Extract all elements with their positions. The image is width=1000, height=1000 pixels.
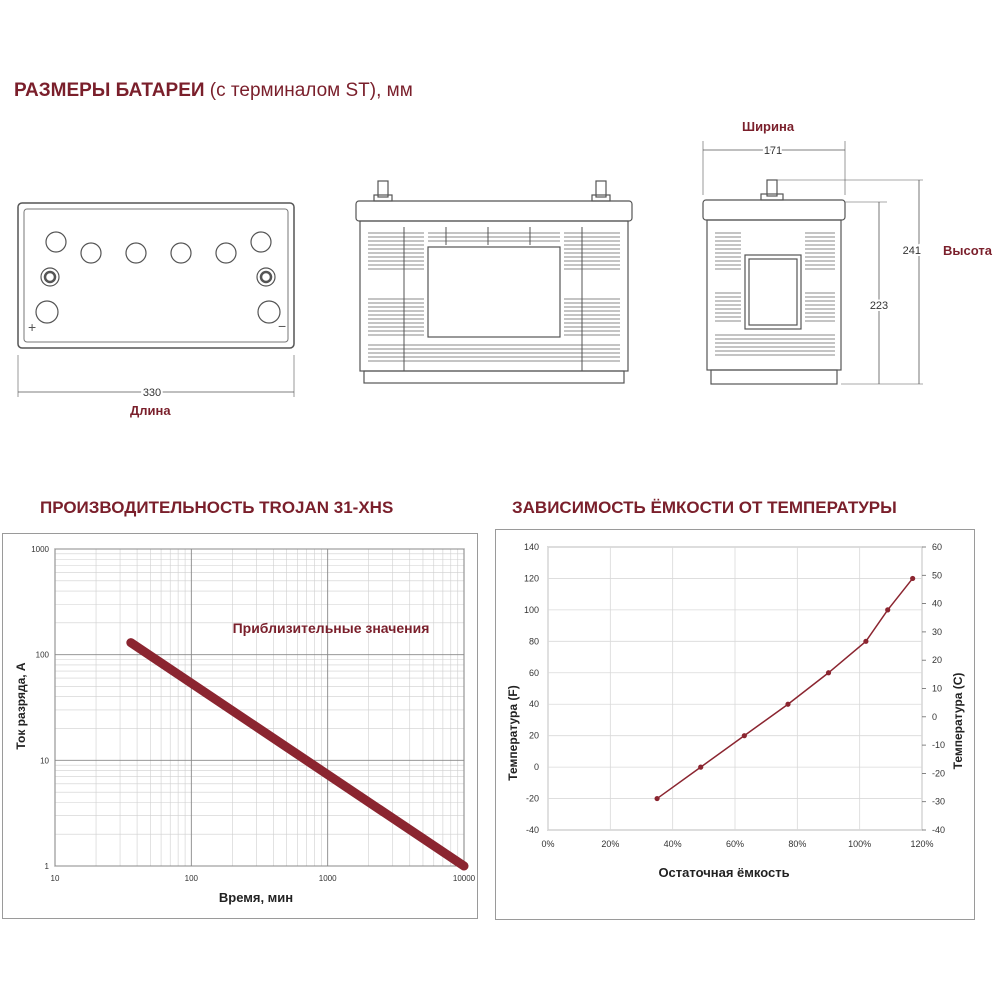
page-title-bold: РАЗМЕРЫ БАТАРЕИ xyxy=(14,80,205,101)
page-title-rest: (с терминалом ST), мм xyxy=(204,80,413,101)
y-tick-label: 1000 xyxy=(31,545,49,554)
y-tick-label: 1 xyxy=(44,862,49,871)
inner-height-value: 223 xyxy=(869,300,889,312)
data-point xyxy=(826,670,831,675)
temperature-chart-panel xyxy=(495,529,975,920)
length-label: Длина xyxy=(130,403,171,418)
y-tick-label: 80 xyxy=(528,636,539,647)
y-tick-label: 140 xyxy=(523,542,539,552)
x-tick-label: 100 xyxy=(184,874,199,883)
y-right-tick-label: 20 xyxy=(932,655,943,666)
data-point xyxy=(885,607,890,612)
width-value: 171 xyxy=(763,145,783,157)
page-title xyxy=(14,80,413,102)
performance-chart-title: ПРОИЗВОДИТЕЛЬНОСТЬ TROJAN 31-XHS xyxy=(40,498,394,517)
minus-symbol: − xyxy=(278,318,287,334)
y-right-tick-label: 60 xyxy=(932,542,943,552)
y-tick-label: 100 xyxy=(35,650,49,660)
y-right-tick-label: -10 xyxy=(932,740,946,751)
temperature-chart xyxy=(496,530,974,919)
length-value: 330 xyxy=(142,387,162,399)
data-point xyxy=(910,576,915,581)
y-tick-label: 120 xyxy=(523,573,539,584)
height-value: 241 xyxy=(902,245,921,257)
x-tick-label: 80% xyxy=(788,839,807,849)
data-point xyxy=(863,639,868,644)
y-tick-label: -40 xyxy=(525,825,539,835)
temperature-chart-title: ЗАВИСИМОСТЬ ЁМКОСТИ ОТ ТЕМПЕРАТУРЫ xyxy=(512,498,897,517)
y-right-tick-label: -30 xyxy=(932,796,946,807)
temperature-ylabel-right: Температура (C) xyxy=(951,672,965,770)
data-point xyxy=(742,733,747,738)
performance-annotation: Приблизительные значения xyxy=(232,620,430,636)
x-tick-label: 10000 xyxy=(452,874,476,883)
performance-chart-panel xyxy=(2,533,478,919)
y-right-tick-label: 40 xyxy=(932,598,943,609)
y-right-tick-label: -20 xyxy=(932,768,946,779)
x-tick-label: 0% xyxy=(541,839,555,849)
plus-symbol: + xyxy=(28,319,37,335)
performance-ylabel: Ток разряда, А xyxy=(14,662,28,750)
y-right-tick-label: 0 xyxy=(932,711,938,722)
plot-frame xyxy=(55,549,464,866)
x-tick-label: 40% xyxy=(663,839,682,849)
y-right-tick-label: 10 xyxy=(932,683,943,694)
battery-end-view xyxy=(695,135,935,400)
performance-xlabel: Время, мин xyxy=(218,890,294,905)
width-label: Ширина xyxy=(742,119,795,134)
x-tick-label: 120% xyxy=(910,839,934,849)
height-label: Высота xyxy=(943,243,992,258)
x-tick-label: 10 xyxy=(50,874,60,883)
y-right-tick-label: 50 xyxy=(932,570,943,581)
x-tick-label: 1000 xyxy=(318,874,337,883)
temperature-xlabel: Остаточная ёмкость xyxy=(658,865,790,880)
data-point xyxy=(654,796,659,801)
performance-chart xyxy=(3,534,477,918)
x-tick-label: 60% xyxy=(725,839,745,849)
y-tick-label: 40 xyxy=(528,699,539,710)
x-tick-label: 100% xyxy=(848,839,872,849)
y-right-tick-label: -40 xyxy=(932,825,946,835)
y-tick-label: 0 xyxy=(533,762,539,773)
y-tick-label: -20 xyxy=(525,793,539,804)
y-right-tick-label: 30 xyxy=(932,626,943,637)
x-tick-label: 20% xyxy=(601,839,620,849)
y-tick-label: 10 xyxy=(40,756,49,766)
battery-top-view xyxy=(10,195,310,425)
temperature-ylabel-left: Температура (F) xyxy=(506,685,520,781)
y-tick-label: 60 xyxy=(528,667,539,678)
y-tick-label: 20 xyxy=(528,730,539,741)
y-tick-label: 100 xyxy=(523,604,539,615)
data-point xyxy=(785,702,790,707)
battery-side-view xyxy=(350,175,640,395)
data-point xyxy=(698,765,703,770)
